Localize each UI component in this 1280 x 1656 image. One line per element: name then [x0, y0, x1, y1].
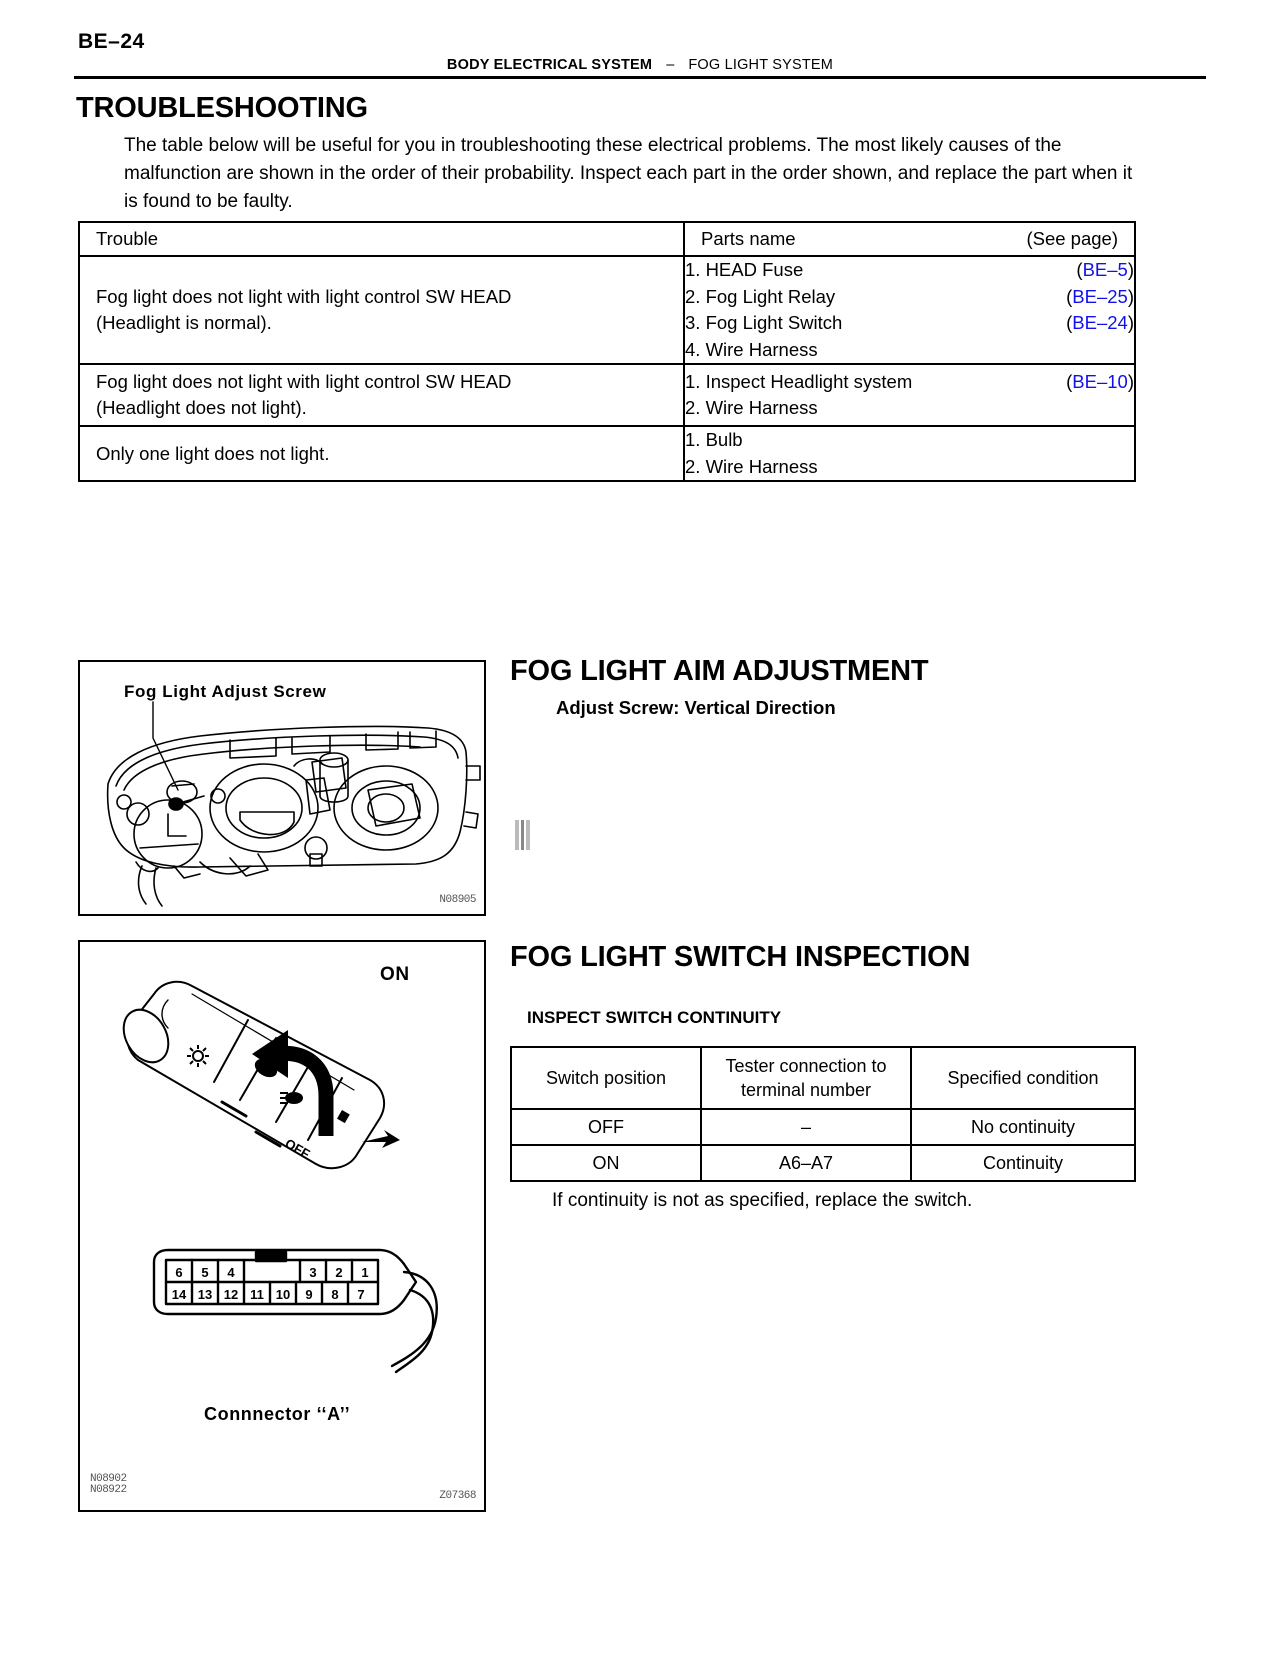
page-reference-link[interactable]: (BE–24)	[1066, 312, 1134, 333]
figure-id-line: N08902	[90, 1473, 127, 1485]
figure-fog-light-adjust-screw	[78, 660, 486, 916]
svg-text:7: 7	[357, 1287, 365, 1302]
list-item	[685, 454, 1134, 481]
combination-switch-lever-drawing	[80, 950, 484, 1210]
svg-text:12: 12	[223, 1287, 239, 1302]
table-header-row	[79, 222, 1135, 256]
column-header-tester-connection	[701, 1047, 911, 1109]
connector-a-drawing	[80, 1232, 484, 1422]
svg-text:OFF: OFF	[282, 1135, 313, 1162]
screwdriver-icon	[512, 818, 538, 852]
svg-text:4: 4	[227, 1265, 235, 1280]
part-label: 2. Wire Harness	[685, 397, 818, 418]
figure-id-corner: Z07368	[439, 1490, 476, 1502]
table-row	[511, 1109, 1135, 1145]
trouble-text-line: (Headlight does not light).	[96, 397, 307, 418]
running-header-dash: –	[666, 57, 675, 73]
svg-text:1: 1	[361, 1265, 369, 1280]
svg-text:3: 3	[309, 1265, 317, 1280]
part-label: 3. Fog Light Switch	[685, 312, 843, 333]
inspect-switch-continuity-subtitle: INSPECT SWITCH CONTINUITY	[527, 1008, 782, 1027]
list-item	[685, 427, 1134, 454]
aim-adjustment-title: FOG LIGHT AIM ADJUSTMENT	[510, 655, 929, 687]
column-header-see-page: (See page)	[1026, 228, 1118, 249]
part-label: 2. Wire Harness	[685, 455, 818, 477]
column-header-specified-condition: Specified condition	[911, 1047, 1135, 1109]
parts-cell	[684, 426, 1135, 481]
switch-inspection-title: FOG LIGHT SWITCH INSPECTION	[510, 941, 971, 973]
svg-text:6: 6	[175, 1265, 183, 1280]
column-header-switch-position: Switch position	[511, 1047, 701, 1109]
svg-text:11: 11	[250, 1287, 264, 1302]
page-reference-link[interactable]: (BE–5)	[1076, 259, 1134, 280]
trouble-text-line: Fog light does not light with light control SW HEAD	[96, 371, 512, 392]
list-item	[685, 257, 1134, 284]
svg-text:13: 13	[197, 1287, 213, 1302]
switch-position-value: ON	[511, 1145, 701, 1181]
svg-text:8: 8	[331, 1287, 339, 1302]
table-row	[79, 426, 1135, 481]
part-label: 1. HEAD Fuse	[685, 259, 804, 280]
figure-id: N08905	[439, 894, 476, 906]
column-header-line: Tester connection to	[725, 1056, 887, 1076]
running-header-system: BODY ELECTRICAL SYSTEM	[446, 57, 653, 73]
running-header	[0, 57, 1280, 73]
svg-text:9: 9	[305, 1287, 313, 1302]
svg-text:2: 2	[335, 1265, 343, 1280]
list-item	[685, 369, 1134, 396]
figure-fog-light-switch	[78, 940, 486, 1512]
page-reference-link[interactable]: (BE–25)	[1066, 285, 1134, 307]
list-item	[685, 284, 1134, 311]
switch-on-label: ON	[380, 964, 410, 985]
trouble-cell	[79, 256, 684, 364]
parts-cell	[684, 364, 1135, 426]
svg-text:14: 14	[171, 1287, 187, 1302]
page-number: BE–24	[78, 30, 145, 53]
list-item	[685, 310, 1134, 337]
trouble-cell	[79, 426, 684, 481]
trouble-text-line: (Headlight is normal).	[96, 312, 272, 333]
continuity-closing-note: If continuity is not as specified, replace the switch.	[552, 1190, 973, 1211]
figure-callout-label: Fog Light Adjust Screw	[124, 682, 327, 701]
specified-condition-value: No continuity	[911, 1109, 1135, 1145]
part-label: 4. Wire Harness	[685, 338, 818, 360]
part-label: 1. Bulb	[685, 429, 743, 450]
part-label: 1. Inspect Headlight system	[685, 370, 913, 392]
tester-terminals-value: A6–A7	[701, 1145, 911, 1181]
list-item	[685, 337, 1134, 364]
svg-text:5: 5	[201, 1265, 209, 1280]
table-row	[79, 256, 1135, 364]
part-label: 2. Fog Light Relay	[685, 285, 836, 307]
table-header-row	[511, 1047, 1135, 1109]
trouble-text-line: Fog light does not light with light control SW HEAD	[96, 286, 512, 307]
running-header-section: FOG LIGHT SYSTEM	[688, 57, 834, 73]
troubleshooting-table	[78, 221, 1136, 482]
table-row	[79, 364, 1135, 426]
aim-adjustment-subtitle: Adjust Screw: Vertical Direction	[556, 697, 836, 718]
page-reference-link[interactable]: (BE–10)	[1066, 370, 1134, 392]
column-header-trouble: Trouble	[79, 222, 684, 256]
figure-id-line: N08922	[90, 1484, 127, 1496]
specified-condition-value: Continuity	[911, 1145, 1135, 1181]
continuity-table	[510, 1046, 1136, 1182]
list-item	[685, 395, 1134, 422]
column-header-parts	[684, 222, 1135, 256]
column-header-line: terminal number	[740, 1080, 872, 1100]
connector-caption: Connnector ‘‘A’’	[204, 1404, 351, 1424]
figure-id	[90, 1474, 127, 1496]
svg-text:10: 10	[275, 1287, 291, 1302]
tester-terminals-value: –	[701, 1109, 911, 1145]
header-rule	[74, 76, 1206, 79]
troubleshooting-intro: The table below will be useful for you in troubleshooting these electrical problems. The most likely causes of the malfunction are shown in the order of their probability. Inspect each part in the order shown, and replace the part when it is found to be faulty.	[124, 135, 1133, 212]
switch-position-value: OFF	[511, 1109, 701, 1145]
parts-cell	[684, 256, 1135, 364]
column-header-parts-label: Parts name	[701, 228, 796, 249]
trouble-cell	[79, 364, 684, 426]
trouble-text-line: Only one light does not light.	[96, 442, 330, 464]
troubleshooting-title: TROUBLESHOOTING	[76, 92, 368, 124]
table-row	[511, 1145, 1135, 1181]
